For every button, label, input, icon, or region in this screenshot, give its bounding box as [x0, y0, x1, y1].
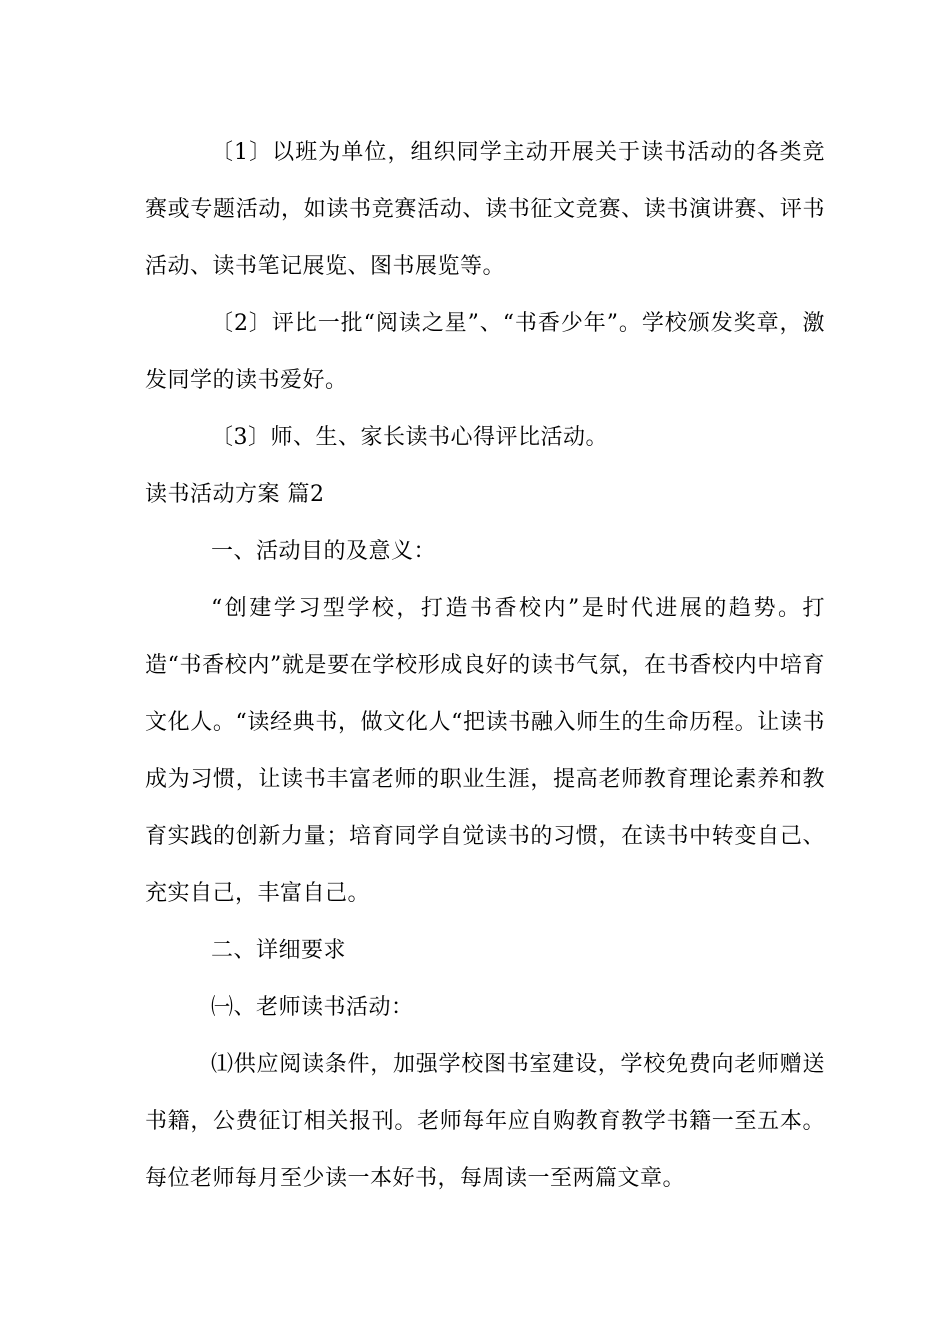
paragraph-purpose-heading: 一、活动目的及意义： — [211, 539, 437, 564]
paragraph-reading-competitions: 〔1〕以班为单位，组织同学主动开展关于读书活动的各类竞赛或专题活动，如读书竞赛活动、读书征文竞赛、读书演讲赛、评书活动、读书笔记展览、图书展览等。 — [145, 140, 825, 279]
paragraph-teacher-activities-heading: ㈠、老师读书活动： — [211, 995, 414, 1020]
section-heading-plan-2: 读书活动方案 篇2 — [145, 482, 325, 507]
paragraph-reading-conditions: ⑴供应阅读条件，加强学校图书室建设，学校免费向老师赠送书籍，公费征订相关报刊。老师每年应自购教育教学书籍一至五本。每位老师每月至少读一本好书，每周读一至两篇文章。 — [145, 1052, 825, 1191]
paragraph-reading-reflection-contest: 〔3〕师、生、家长读书心得评比活动。 — [211, 425, 608, 450]
document-body — [145, 124, 825, 1207]
paragraph-requirements-heading: 二、详细要求 — [211, 938, 347, 963]
paragraph-reading-star-award: 〔2〕评比一批“阅读之星”、“书香少年”。学校颁发奖章，激发同学的读书爱好。 — [145, 311, 825, 393]
paragraph-purpose-body: “创建学习型学校，打造书香校内”是时代进展的趋势。打造“书香校内”就是要在学校形成良好的读书气氛，在书香校内中培育文化人。“读经典书，做文化人“把读书融入师生的生命历程。让读书成为习惯，让读书丰富老师的职业生涯，提高老师教育理论素养和教育实践的创新力量；培育同学自觉读书的习惯，在读书中转变自己、充实自己，丰富自己。 — [145, 596, 825, 906]
